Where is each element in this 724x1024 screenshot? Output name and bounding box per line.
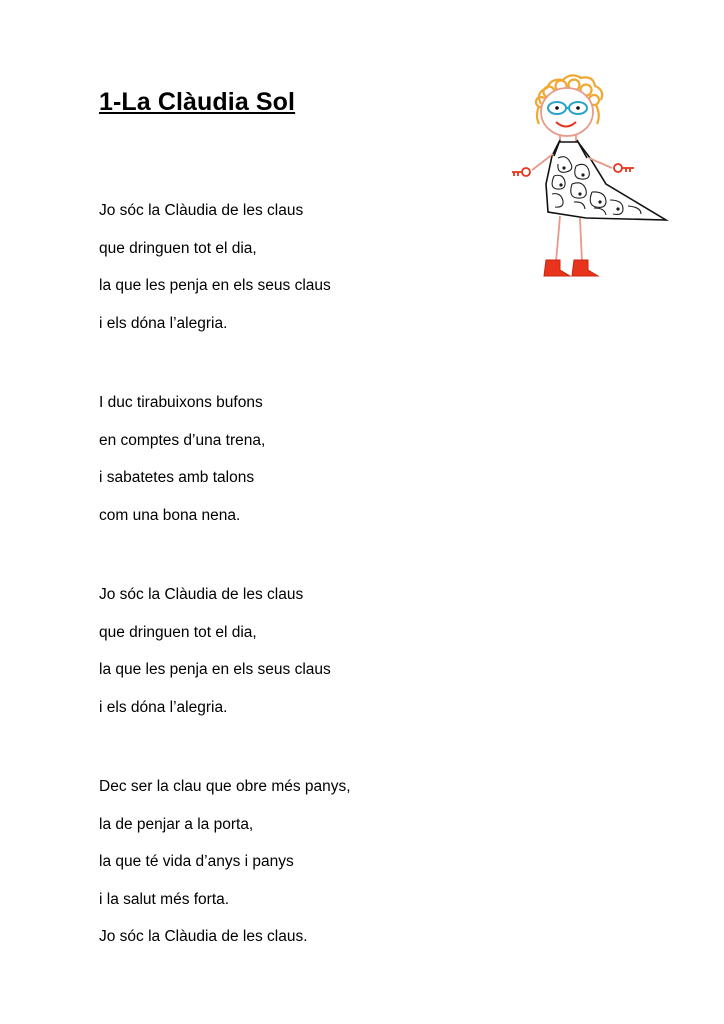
poem-line: Dec ser la clau que obre més panys,	[99, 778, 351, 795]
poem-line: la que les penja en els seus claus	[99, 277, 331, 294]
poem-line: Jo sóc la Clàudia de les claus	[99, 586, 304, 603]
stanza	[99, 192, 479, 342]
stanza	[99, 384, 479, 534]
poem-line: i sabatetes amb talons	[99, 469, 255, 486]
poem-line: que dringuen tot el dia,	[99, 239, 257, 257]
poem-line: i la salut més forta.	[99, 890, 230, 908]
stanza	[99, 576, 479, 726]
poem-line: i els dóna l’alegria.	[99, 698, 228, 716]
poem-line: com una bona nena.	[99, 506, 241, 524]
poem-line: la que té vida d’anys i panys	[99, 853, 294, 870]
poem-line: Jo sóc la Clàudia de les claus.	[99, 928, 308, 945]
poem-line: la que les penja en els seus claus	[99, 661, 331, 678]
girl-with-keys-drawing	[486, 72, 686, 322]
poem-line: la de penjar a la porta,	[99, 815, 254, 833]
legs-shape	[556, 216, 582, 262]
poem-line: i els dóna l’alegria.	[99, 314, 228, 332]
poem-line: en comptes d’una trena,	[99, 431, 266, 449]
poem-body	[99, 192, 479, 956]
stanza	[99, 768, 479, 956]
shoes-shape	[544, 260, 598, 276]
poem-line: Jo sóc la Clàudia de les claus	[99, 202, 304, 219]
page-title: 1-La Clàudia Sol	[99, 88, 296, 116]
poem-line: que dringuen tot el dia,	[99, 623, 257, 641]
dress-shape	[546, 140, 666, 220]
poem-line: I duc tirabuixons bufons	[99, 394, 263, 411]
